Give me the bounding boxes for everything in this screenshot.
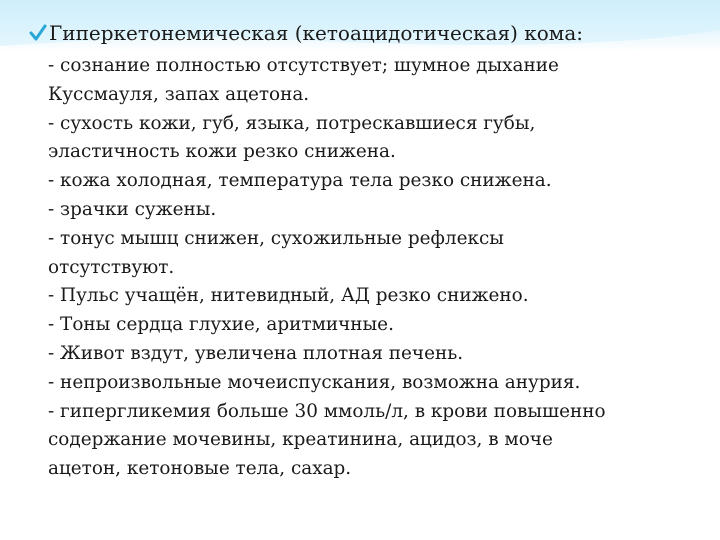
list-line: - Тоны сердца глухие, аритмичные. [48,314,394,336]
list-line: отсутствуют. [48,256,175,278]
list-line: - Живот вздут, увеличена плотная печень. [48,342,464,364]
list-line: - сухость кожи, губ, языка, потрескавшиеся губы, [48,112,536,134]
list-line: эластичность кожи резко снижена. [48,141,396,163]
heading-text: Гиперкетонемическая (кетоацидотическая) кома: [49,21,584,45]
checkmark-bullet-icon [29,24,47,42]
list-line: Куссмауля, запах ацетона. [48,83,310,105]
list-line: - непроизвольные мочеиспускания, возможна анурия. [48,371,581,393]
list-line: - зрачки сужены. [48,198,217,220]
list-line: - кожа холодная, температура тела резко снижена. [48,170,552,192]
list-line: - Пульс учащён, нитевидный, АД резко снижено. [48,285,529,307]
list-line: - сознание полностью отсутствует; шумное дыхание [48,55,559,76]
list-line: - гипергликемия больше 30 ммоль/л, в крови повышенно [48,400,606,422]
list-line: - тонус мышц снижен, сухожильные рефлексы [48,227,504,249]
slide-heading [29,20,709,46]
list-line: содержание мочевины, креатинина, ацидоз, в моче [48,429,553,451]
list-line: ацетон, кетоновые тела, сахар. [48,458,352,480]
symptom-list [48,52,716,484]
